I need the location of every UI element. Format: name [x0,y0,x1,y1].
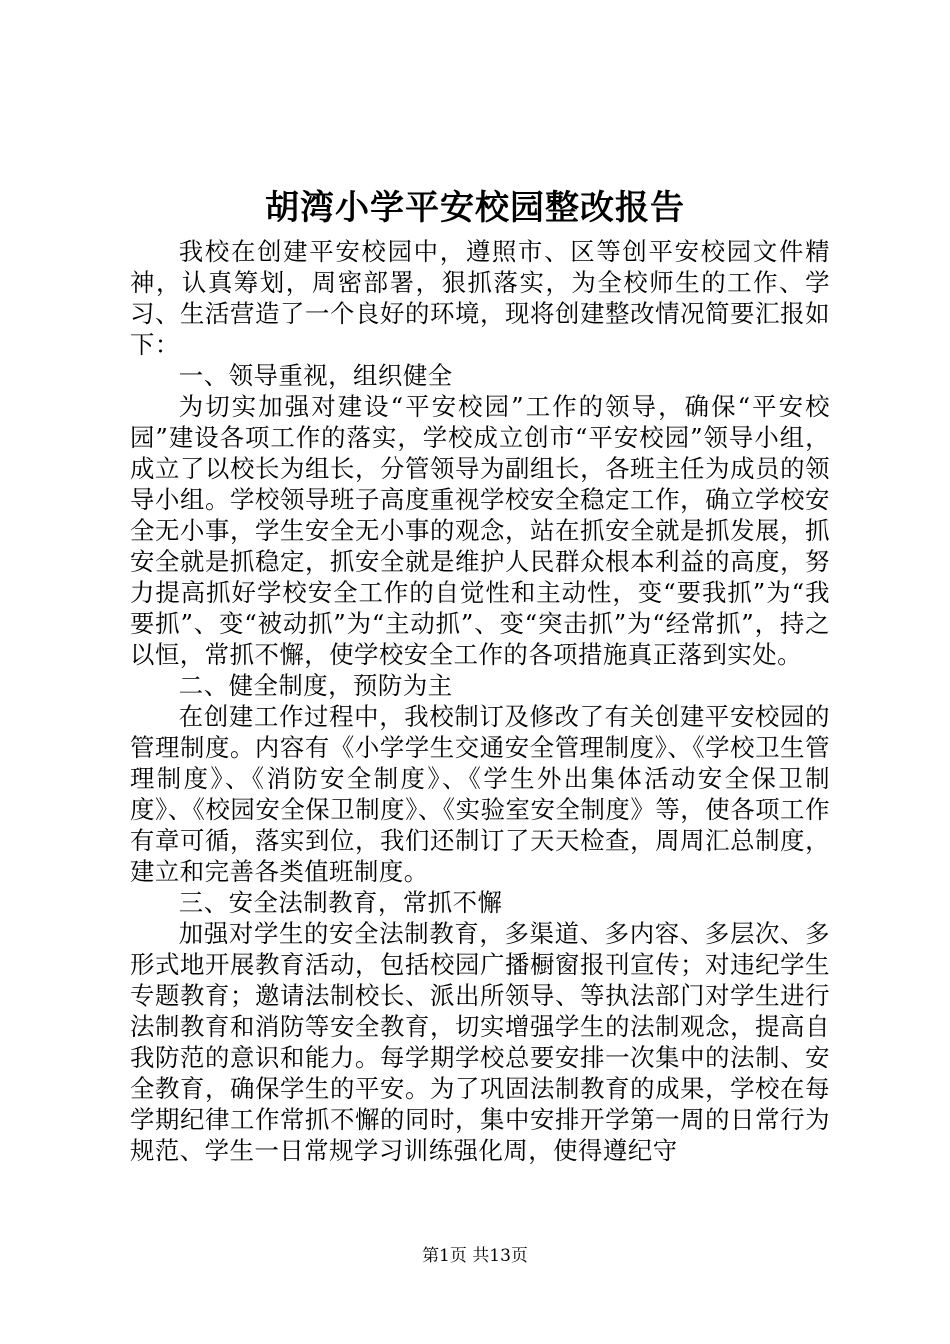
section-heading-2: 二、健全制度，预防为主 [178,671,453,700]
document-title: 胡湾小学平安校园整改报告 [265,188,685,228]
section-heading-3: 三、安全法制教育，常抓不懈 [178,888,503,917]
intro-paragraph: 我校在创建平安校园中，遵照市、区等创平安校园文件精神，认真筹划，周密部署，狠抓落实，为全校师生的工作、学习、生活营造了一个良好的环境，现将创建整改情况简要汇报如下： [130,237,830,359]
section-2-paragraph: 在创建工作过程中，我校制订及修改了有关创建平安校园的管理制度。内容有《小学学生交通安全管理制度》、《学校卫生管理制度》、《消防安全制度》、《学生外出集体活动安全保卫制度》、《校园安全保卫制度》、《实验室安全制度》等，使各项工作有章可循，落实到位，我们还制订了天天检查，周周汇总制度，建立和完善各类值班制度。 [130,702,830,886]
section-1-paragraph: 为切实加强对建设“平安校园”工作的领导，确保“平安校园”建设各项工作的落实，学校成立创市“平安校园”领导小组，成立了以校长为组长，分管领导为副组长，各班主任为成员的领导小组。学校领导班子高度重视学校安全稳定工作，确立学校安全无小事，学生安全无小事的观念，站在抓安全就是抓发展，抓安全就是抓稳定，抓安全就是维护人民群众根本利益的高度，努力提高抓好学校安全工作的自觉性和主动性，变“要我抓”为“我要抓”、变“被动抓”为“主动抓”、变“突击抓”为“经常抓”，持之以恒，常抓不懈，使学校安全工作的各项措施真正落到实处。 [130,392,830,669]
page-footer: 第1页 共13页 [422,1246,528,1266]
document-body [130,236,830,1166]
section-3-paragraph: 加强对学生的安全法制教育，多渠道、多内容、多层次、多形式地开展教育活动，包括校园广播橱窗报刊宣传；对违纪学生专题教育；邀请法制校长、派出所领导、等执法部门对学生进行法制教育和消防等安全教育，切实增强学生的法制观念，提高自我防范的意识和能力。每学期学校总要安排一次集中的法制、安全教育，确保学生的平安。为了巩固法制教育的成果，学校在每学期纪律工作常抓不懈的同时，集中安排开学第一周的日常行为规范、学生一日常规学习训练强化周，使得遵纪守 [130,919,830,1165]
section-heading-1: 一、领导重视，组织健全 [178,361,453,390]
